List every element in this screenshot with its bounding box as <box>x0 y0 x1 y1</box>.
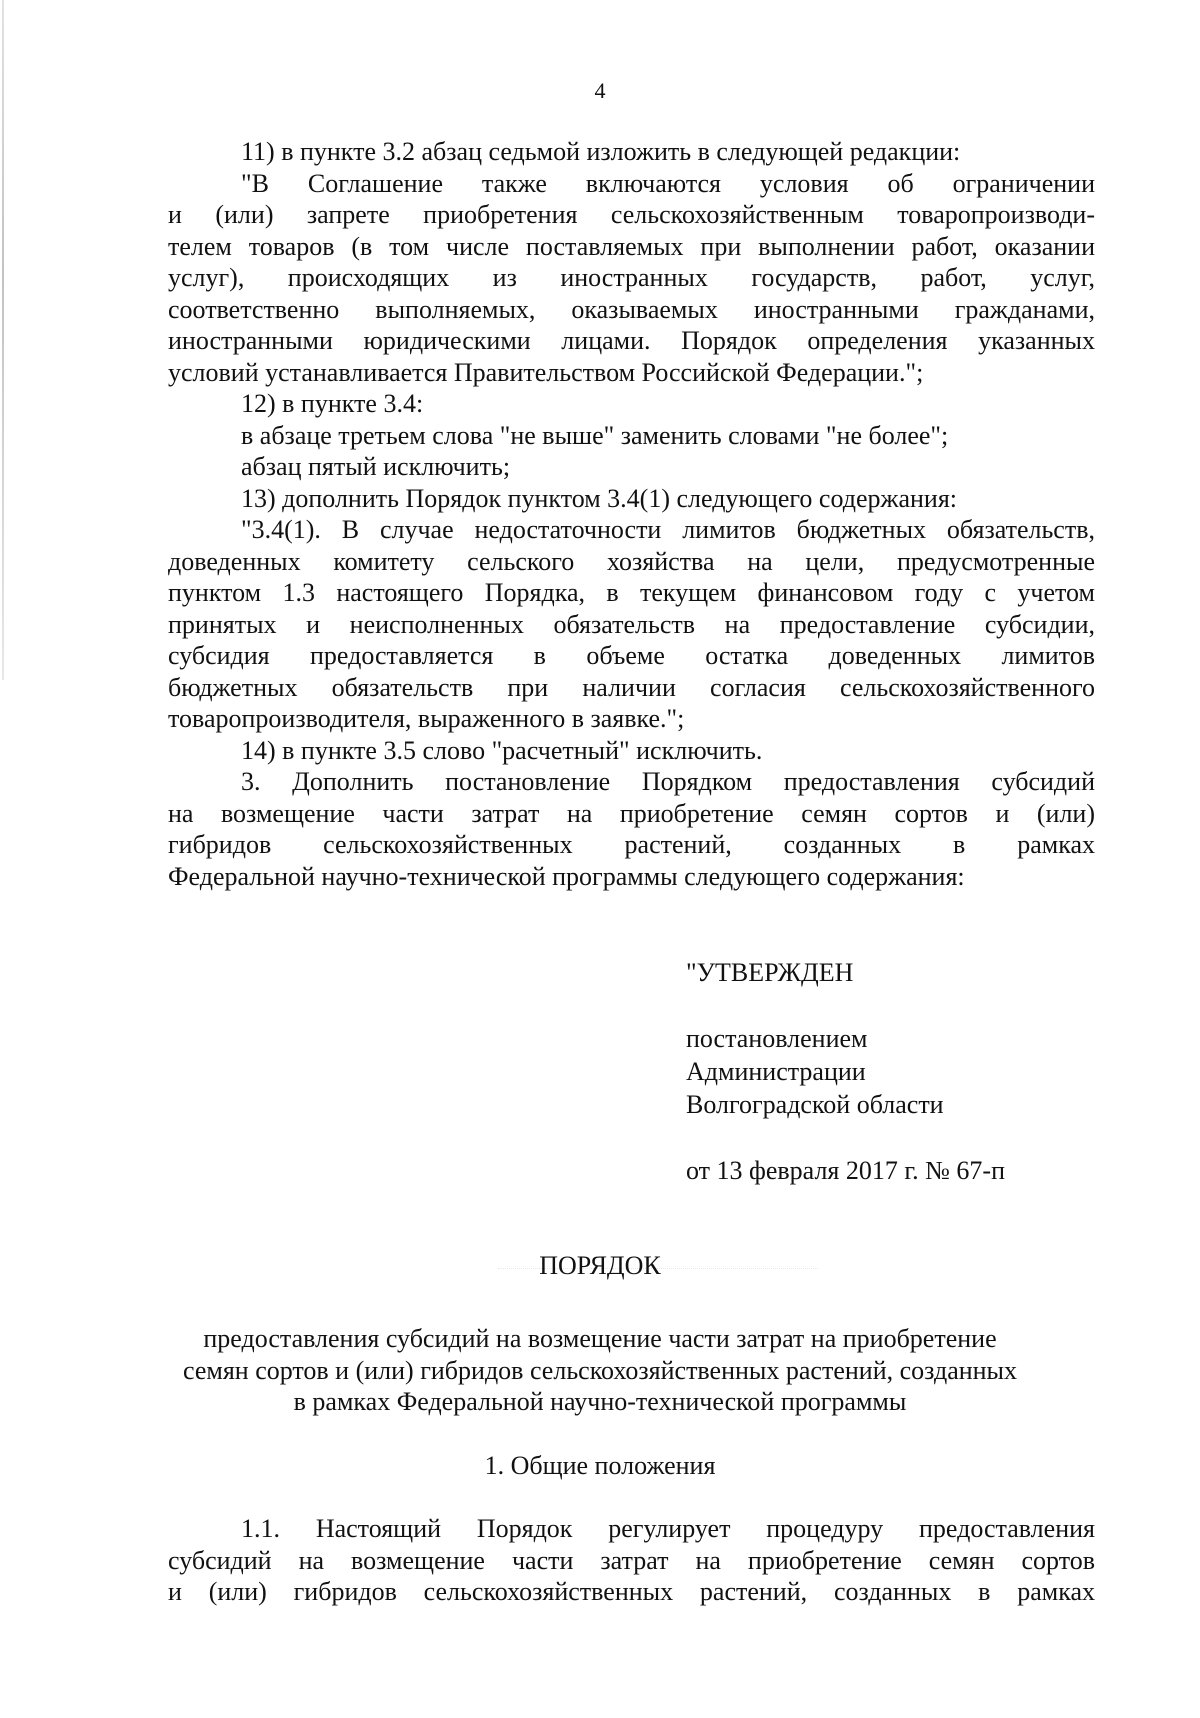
section-1-paragraph-line: 1.1. Настоящий Порядок регулирует процедуру предоставления <box>241 1514 1095 1543</box>
item-3-line: 3. Дополнить постановление Порядком предоставления субсидий <box>241 767 1095 796</box>
approval-line: Волгоградской области <box>686 1090 944 1119</box>
amendments-body <box>168 136 1095 892</box>
item-14: 14) в пункте 3.5 слово "расчетный" исключить. <box>241 735 763 765</box>
item-3-line: гибридов сельскохозяйственных растений, созданных в рамках <box>168 830 1095 859</box>
section-1-paragraph-line: субсидий на возмещение части затрат на приобретение семян сортов <box>168 1545 1095 1575</box>
item-11-quote-line: телем товаров (в том числе поставляемых при выполнении работ, оказании <box>168 231 1095 261</box>
item-13-intro: 13) дополнить Порядок пунктом 3.4(1) следующего содержания: <box>241 483 958 513</box>
order-subtitle-line: предоставления субсидий на возмещение части затрат на приобретение <box>203 1324 997 1353</box>
item-13-quote-line: доведенных комитету сельского хозяйства на цели, предусмотренные <box>168 546 1095 576</box>
approval-date: от 13 февраля 2017 г. № 67-п <box>686 1156 1005 1185</box>
item-11-quote-line: "В Соглашение также включаются условия об ограничении <box>241 168 1095 198</box>
item-13-quote-line: "3.4(1). В случае недостаточности лимитов бюджетных обязательств, <box>241 515 1095 544</box>
item-3-line: на возмещение части затрат на приобретение семян сортов и (или) <box>168 798 1095 828</box>
item-11-quote-line: иностранными юридическими лицами. Порядок определения указанных <box>168 326 1095 355</box>
item-11-intro: 11) в пункте 3.2 абзац седьмой изложить в следующей редакции: <box>241 137 961 166</box>
order-subtitle-line: семян сортов и (или) гибридов сельскохозяйственных растений, созданных <box>182 1355 1018 1385</box>
section-1-paragraph-line: и (или) гибридов сельскохозяйственных растений, созданных в рамках <box>168 1577 1095 1606</box>
item-3-line: Федеральной научно-технической программы следующего содержания: <box>168 861 965 891</box>
item-11-quote-line: условий устанавливается Правительством Российской Федерации."; <box>168 357 924 387</box>
approval-line: постановлением <box>686 1024 868 1053</box>
item-11-quote-line: и (или) запрете приобретения сельскохозяйственным товаропроизводи- <box>168 200 1095 229</box>
item-13-quote-line: принятых и неисполненных обязательств на предоставление субсидии, <box>168 609 1095 639</box>
item-13-quote-line: бюджетных обязательств при наличии согласия сельскохозяйственного <box>168 672 1095 702</box>
section-1-title: 1. Общие положения <box>484 1451 716 1480</box>
item-13-quote-line: товаропроизводителя, выраженного в заявке."; <box>168 704 685 733</box>
order-subtitle <box>0 1323 1200 1418</box>
approval-line: Администрации <box>686 1057 866 1086</box>
order-title: ПОРЯДОК <box>539 1251 661 1280</box>
item-12-intro: 12) в пункте 3.4: <box>241 389 424 418</box>
order-subtitle-line: в рамках Федеральной научно-технической программы <box>293 1387 907 1416</box>
approval-block <box>686 956 1005 1187</box>
section-1-body <box>168 1513 1095 1608</box>
item-11-quote-line: соответственно выполняемых, оказываемых иностранными гражданами, <box>168 294 1095 324</box>
item-12-subitem-a: в абзаце третьем слова "не выше" заменить словами "не более"; <box>241 420 949 450</box>
page-number: 4 <box>594 78 606 103</box>
item-11-quote-line: услуг), происходящих из иностранных государств, работ, услуг, <box>168 263 1095 292</box>
item-13-quote-line: субсидия предоставляется в объеме остатка доведенных лимитов <box>168 641 1095 670</box>
item-12-subitem-b: абзац пятый исключить; <box>241 452 511 481</box>
item-13-quote-line: пунктом 1.3 настоящего Порядка, в текущем финансовом году с учетом <box>168 578 1095 607</box>
approval-title: "УТВЕРЖДЕН <box>686 958 854 987</box>
